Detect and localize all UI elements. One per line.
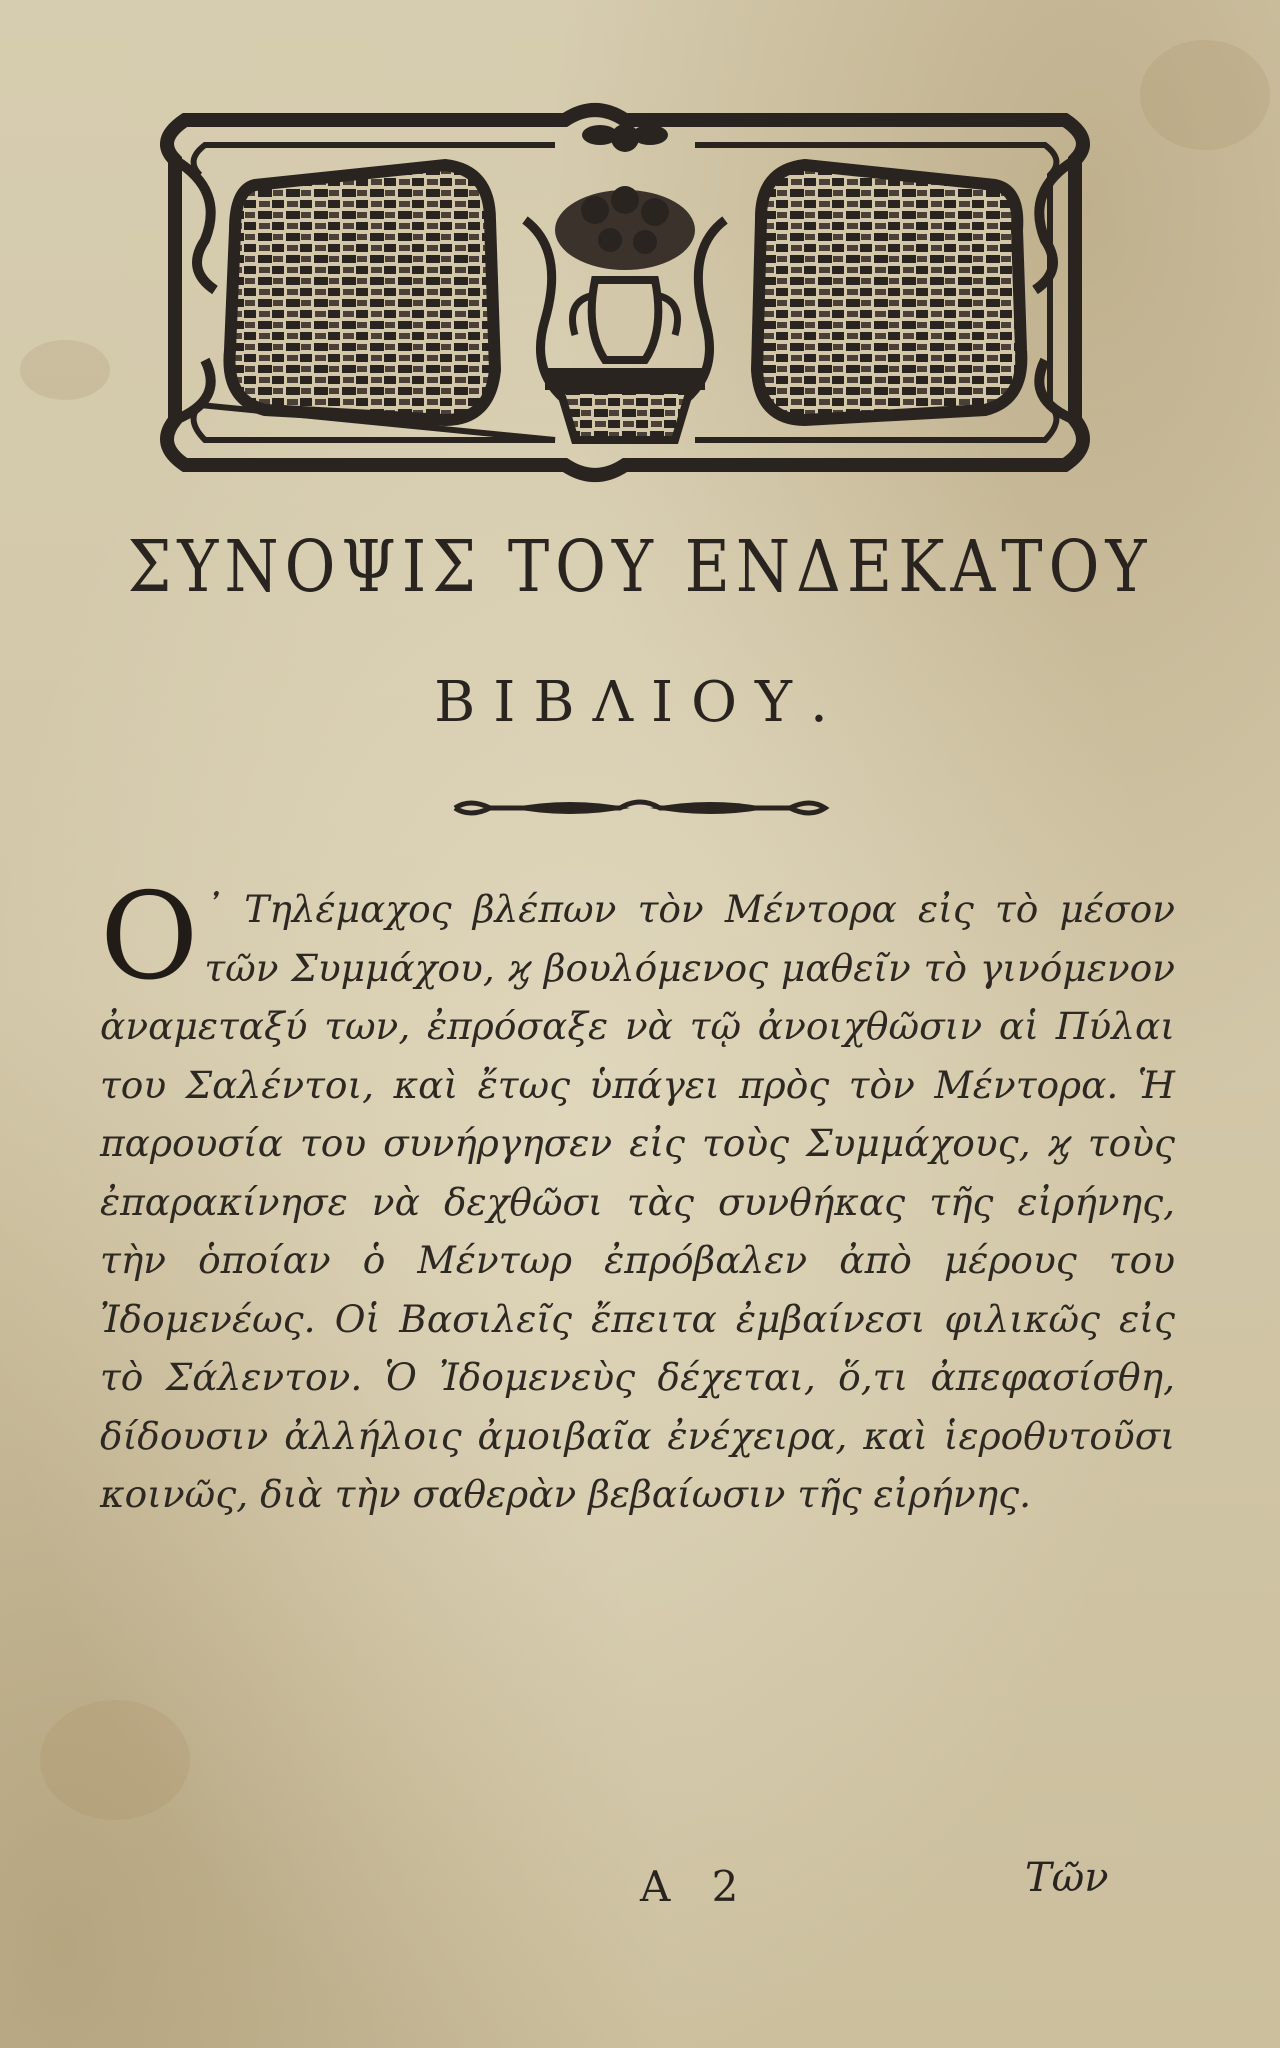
paper-stain xyxy=(40,1700,190,1820)
synopsis-text: ᾿ Τηλέμαχος βλέπων τὸν Μέντορα εἰς τὸ μέσον τῶν Συμμάχου, ϗ βουλόμενος μαθεῖν τὸ γινόμενον ἀναμεταξύ των, ἐπρόσαξε νὰ τῷ ἀνοιχθῶσιν αἱ Πύλαι του Σαλέντοι, καὶ ἔτως ὑπάγει πρὸς τὸν Μέντορα. Ἡ παρουσία του συνήργησεν εἰς τοὺς Συμμάχους, ϗ τοὺς ἐπαρακίνησε νὰ δεχθῶσι τὰς συνθήκας τῆς εἰρήνης, τὴν ὁποίαν ὁ Μέντωρ ἐπρόβαλεν ἀπὸ μέρους του Ἰδομενέως. Οἱ Βασιλεῖς ἔπειτα ἐμβαίνεσι φιλικῶς εἰς τὸ Σάλεντον. Ὁ Ἰδομενεὺς δέχεται, ὅ,τι ἀπεφασίσθη, δίδουσιν ἀλλήλοις ἀμοιβαῖα ἐνέχειρα, καὶ ἱεροθυτοῦσι κοινῶς, διὰ τὴν σαθερὰν βεβαίωσιν τῆς εἰρήνης. xyxy=(100,887,1175,1516)
page-title-line2: ΒΙΒΛΙΟΥ. xyxy=(434,670,846,735)
paper-stain xyxy=(1140,40,1270,150)
synopsis-paragraph xyxy=(100,868,1175,1524)
drop-cap-letter: Ο xyxy=(100,868,199,1007)
signature-mark: Α 2 xyxy=(640,1862,753,1911)
ornamental-divider xyxy=(450,790,830,826)
catchword: Τῶν xyxy=(1025,1855,1109,1901)
page-title-line1: ΣΥΝΟΨΙΣ ΤΟΥ ΕΝΔΕΚΑΤΟΥ xyxy=(127,524,1153,609)
paper-stain xyxy=(20,340,110,400)
ornamental-headpiece xyxy=(145,100,1105,485)
